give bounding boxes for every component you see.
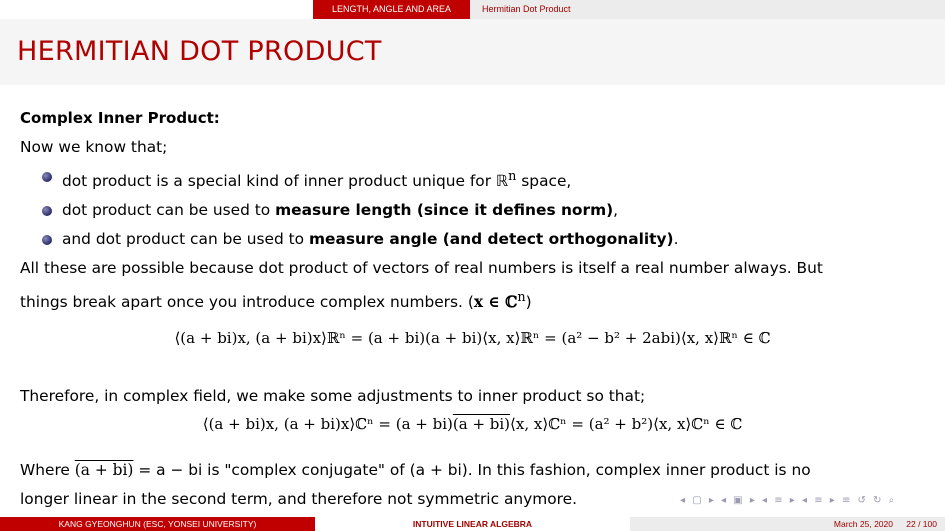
slide-body: [20, 104, 925, 317]
footer-author: KANG GYEONGHUN (ESC, YONSEI UNIVERSITY): [0, 517, 315, 531]
paragraph-text: Where: [20, 461, 75, 479]
bullet-text: and dot product can be used to: [62, 230, 309, 249]
paragraph-text: = a − bi is "complex conjugate" of (a + bi). In this fashion, complex inner product is no: [133, 461, 811, 479]
section-link[interactable]: LENGTH, ANGLE AND AREA: [313, 0, 470, 19]
bullet-tail: ,: [613, 201, 619, 220]
page-title: HERMITIAN DOT PRODUCT: [17, 36, 382, 67]
list-item: [20, 196, 925, 225]
bullet-bold: measure angle (and detect orthogonality): [308, 230, 674, 249]
paragraph-line: [20, 283, 925, 317]
paragraph-text: things break apart once you introduce complex numbers. (: [20, 293, 474, 312]
header-bar: [0, 0, 945, 19]
inline-math: x ∈ ℂ: [473, 293, 518, 312]
list-item: [20, 162, 925, 196]
intro-text: Now we know that;: [20, 138, 168, 156]
footer-title: INTUITIVE LINEAR ALGEBRA: [315, 517, 630, 531]
bullet-icon: [42, 235, 52, 245]
paragraph-text: ): [525, 293, 532, 312]
footer-page-number: 22 / 100: [906, 519, 937, 529]
equation-2: [0, 415, 945, 433]
bullet-icon: [42, 206, 52, 216]
paragraph-therefore: Therefore, in complex field, we make some adjustments to inner product so that;: [20, 387, 646, 406]
heading: Complex Inner Product:: [20, 109, 220, 127]
inline-sup: n: [517, 290, 526, 306]
equation-part: ⟨(a + bi)x, (a + bi)x⟩ℂⁿ = (a + bi): [202, 415, 453, 433]
list-item: [20, 225, 925, 254]
footer-bar: [0, 517, 945, 531]
paragraph-text: longer linear in the second term, and therefore not symmetric anymore.: [20, 490, 577, 508]
bullet-text: dot product is a special kind of inner product unique for ℝ: [62, 172, 509, 191]
subsection-link[interactable]: Hermitian Dot Product: [470, 0, 945, 19]
footer-info: [630, 517, 945, 531]
bullet-icon: [42, 172, 52, 182]
conjugate-term: (a + bi): [452, 415, 511, 433]
footer-date: March 25, 2020: [833, 519, 893, 529]
equation-part: ⟨x, x⟩ℂⁿ = (a² + b²)⟨x, x⟩ℂⁿ ∈ ℂ: [510, 415, 743, 433]
frame-title-bar: [0, 19, 945, 85]
conjugate-term: (a + bi): [74, 461, 134, 479]
equation-1: ⟨(a + bi)x, (a + bi)x⟩ℝⁿ = (a + bi)(a + bi)⟨x, x⟩ℝⁿ = (a² − b² + 2abi)⟨x, x⟩ℝⁿ ∈ ℂ: [174, 329, 771, 347]
bullet-text: dot product can be used to: [62, 201, 276, 220]
bullet-tail: .: [673, 230, 679, 249]
bullet-sup: n: [508, 169, 517, 184]
bullet-list: [20, 162, 925, 254]
bullet-bold: measure length (since it defines norm): [275, 201, 614, 220]
bullet-tail: space,: [516, 172, 572, 191]
beamer-navigation-icons[interactable]: ◂ ▢ ▸ ◂ ▣ ▸ ◂ ≡ ▸ ◂ ≡ ▸ ≡ ↺ ↻ ⌕: [680, 495, 897, 506]
paragraph-line: All these are possible because dot product of vectors of real numbers is itself a real number always. But: [20, 259, 823, 278]
